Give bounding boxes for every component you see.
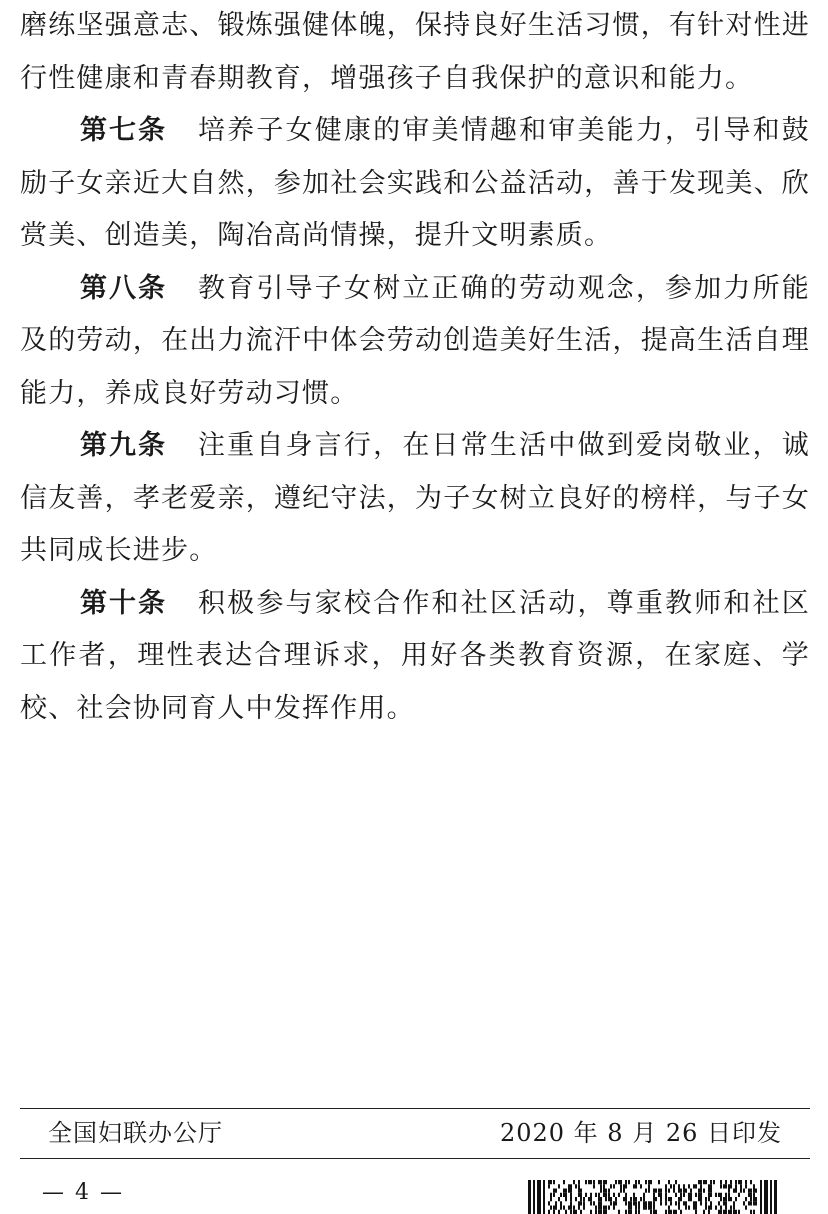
paragraph-text: 磨练坚强意志、锻炼强健体魄，保持良好生活习惯，有针对性进行性健康和青春期教育，增强孩子自我保护的意识和能力。 [20,10,810,94]
article-8 [20,263,810,421]
barcode-graphic [528,1180,778,1214]
page-number: — 4 — [42,1180,124,1205]
paragraph-text: 教育引导子女树立正确的劳动观念，参加力所能及的劳动，在出力流汗中体会劳动创造美好生活，提高生活自理能力，养成良好劳动习惯。 [20,272,811,409]
article-label: 第七条 [80,115,167,146]
paragraph-text: 注重自身言行，在日常生活中做到爱岗敬业，诚信友善，孝老爱亲，遵纪守法，为子女树立良好的榜样，与子女共同成长进步。 [20,430,811,566]
article-9 [20,420,810,578]
article-label: 第十条 [80,587,167,619]
footer-issue-date: 2020 年 8 月 26 日印发 [499,1119,782,1147]
footer-issuer: 全国妇联办公厅 [48,1119,223,1147]
footer-bottom-rule [20,1158,810,1159]
article-10 [20,578,810,736]
article-7 [20,105,810,263]
footer-top-rule [20,1108,810,1109]
paragraph-continuation [20,0,810,105]
paragraph-text: 培养子女健康的审美情趣和审美能力，引导和鼓励子女亲近大自然，参加社会实践和公益活动，善于发现美、欣赏美、创造美，陶冶高尚情操，提升文明素质。 [20,115,811,251]
article-label: 第九条 [80,430,167,461]
paragraph-text: 积极参与家校合作和社区活动，尊重教师和社区工作者，理性表达合理诉求，用好各类教育资源，在家庭、学校、社会协同育人中发挥作用。 [20,587,811,724]
article-label: 第八条 [80,272,167,304]
document-body [20,0,810,735]
